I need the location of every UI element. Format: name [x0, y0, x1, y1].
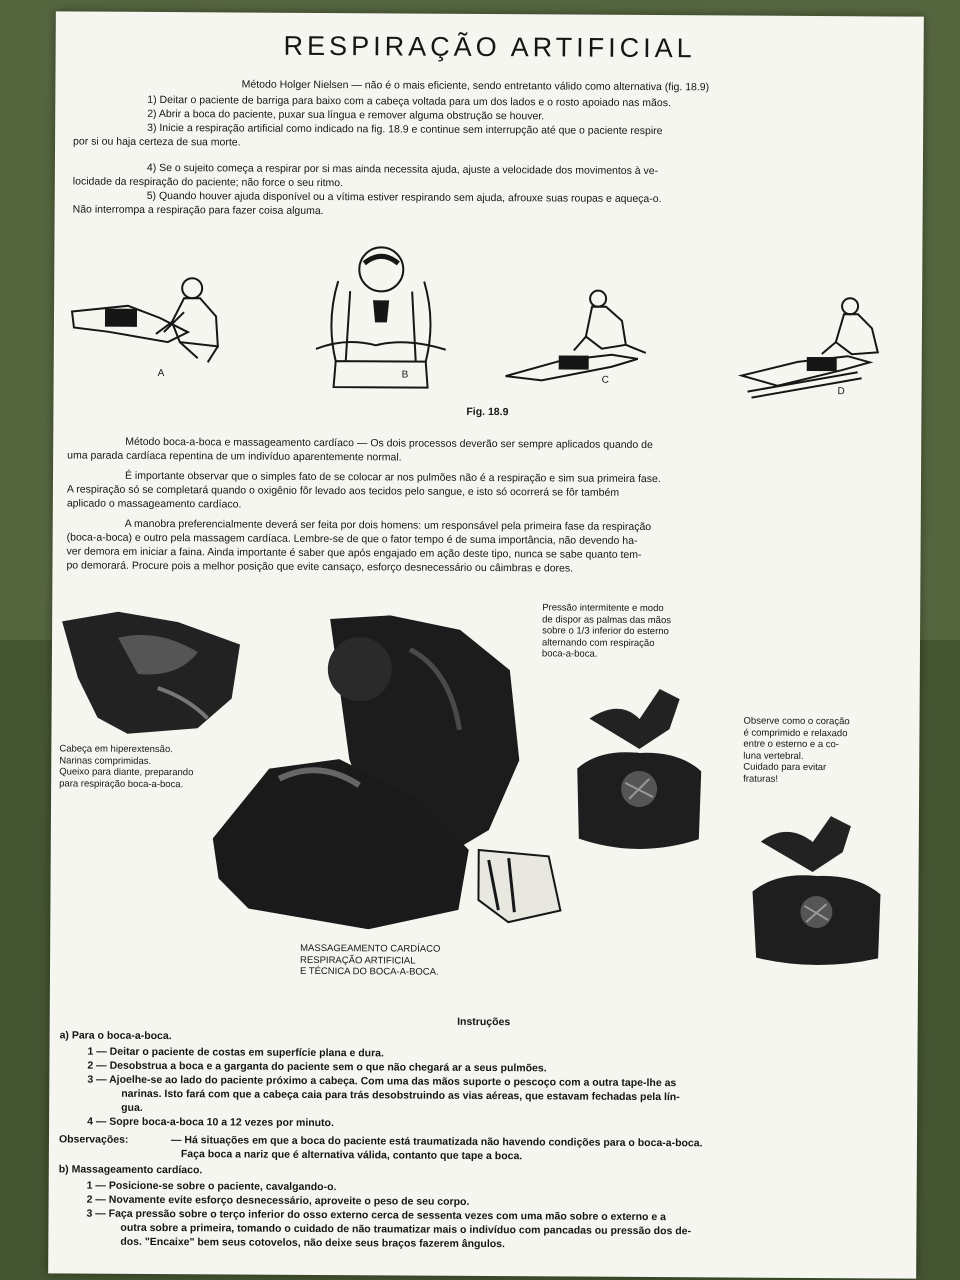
figure-label-b: B [401, 369, 409, 381]
instructions-b-1: 1 — Posicione-se sobre o paciente, cavalgando-o. [86, 1179, 337, 1194]
figure-a-illustration [68, 261, 229, 372]
instructions-a-4: 4 — Sopre boca-a-boca 10 a 12 vezes por minuto. [87, 1115, 334, 1130]
nielsen-step-3-cont: por si ou haja certeza de sua morte. [73, 135, 241, 149]
observations-text: — Há situações em que a boca do paciente está traumatizada não havendo condições para o boca-a-boca. [170, 1134, 703, 1150]
instructions-b-2: 2 — Novamente evite esforço desnecessário, aproveite o peso de seu corpo. [86, 1193, 470, 1208]
nielsen-step-5: 5) Quando houver ajuda disponível ou a vítima estiver respirando sem ajuda, afrouxe suas roupas e aqueça-o. [146, 189, 662, 206]
figure-label-d: D [837, 386, 845, 398]
boca-paragraph-1-cont: uma parada cardíaca repentina de um indivíduo aparentemente normal. [67, 449, 402, 464]
cpr-main-photo [208, 608, 570, 940]
boca-paragraph-3-cont: (boca-a-boca) e outro pela massagem cardíaca. Lembre-se de que o fator tempo é de suma importância, não devendo ha- [66, 531, 638, 547]
instructions-b-3: 3 — Faça pressão sobre o terço inferior do osso externo cerca de sessenta vezes com uma mão sobre o externo e a [86, 1207, 667, 1224]
instructions-a-3: 3 — Ajoelhe-se ao lado do paciente próximo a cabeça. Com uma das mãos suporte o pescoço com a outra tape-lhe as [87, 1073, 677, 1090]
boca-paragraph-1: Método boca-a-boca e massageamento cardíaco — Os dois processos deverão ser sempre aplicados quando de [125, 435, 653, 452]
chest-compression-photo-2 [746, 812, 887, 973]
instructions-a-2: 2 — Desobstrua a boca e a garganta do paciente sem o que não chegará ar a seus pulmões. [87, 1059, 547, 1075]
poster-sheet [48, 11, 924, 1278]
page-title: RESPIRAÇÃO ARTIFICIAL [283, 30, 696, 64]
instructions-a-3-cont: narinas. Isto fará com que a cabeça caia para trás desobstruindo as vias aéreas, que estavam fechadas pela lín- [121, 1087, 680, 1104]
head-caption: Cabeça em hiperextensão. Narinas comprimidas. Queixo para diante, preparando para respiração boca-a-boca. [59, 743, 194, 790]
observations-text-cont: Faça boca a nariz que é alternativa válida, contanto que tape a boca. [180, 1148, 523, 1163]
chest-compression-photo-1 [569, 679, 710, 860]
boca-paragraph-3-end: po demorará. Procure pois a melhor posição que evite cansaço, esforço desnecessário ou câimbras e dores. [66, 559, 574, 575]
pressure-caption: Pressão intermitente e modo de dispor as palmas das mãos sobre o 1/3 inferior do esterno alternando com respiração boca-a-boca. [541, 602, 672, 660]
nielsen-step-4-cont: locidade da respiração do paciente; não force o seu ritmo. [72, 175, 344, 190]
nielsen-step-5-cont: Não interrompa a respiração para fazer coisa alguma. [72, 203, 324, 217]
figure-c-illustration [502, 276, 663, 387]
instructions-b-title: b) Massageamento cardíaco. [58, 1163, 203, 1177]
figure-b-illustration [316, 241, 447, 392]
figure-label-a: A [157, 367, 165, 380]
boca-paragraph-2: É importante observar que o simples fato de se colocar ar nos pulmões não é a respiração e sim sua primeira fase. [124, 469, 661, 486]
nielsen-intro: Método Holger Nielsen — não é o mais eficiente, sendo entretanto válido como alternativa (fig. 18.9) [241, 78, 710, 94]
nielsen-step-2: 2) Abrir a boca do paciente, puxar sua língua e remover alguma obstrução se houver. [147, 107, 545, 123]
boca-paragraph-2-cont: A respiração só se completará quando o oxigênio fôr levado aos tecidos pelo sangue, e isto só ocorrerá se fôr também [66, 483, 620, 499]
figure-d-illustration [737, 292, 898, 403]
heart-caption: Observe como o coração é comprimido e relaxado entre o esterno e a co- luna vertebral. Cuidado para evitar fraturas! [743, 715, 850, 785]
boca-paragraph-3-cont2: ver demora em iniciar a faina. Ainda importante é saber que após engajado em ação deste tipo, nunca se sabe quanto tem- [66, 545, 642, 561]
nielsen-step-1: 1) Deitar o paciente de barriga para baixo com a cabeça voltada para um dos lados e o rosto apoiado nas mãos. [147, 93, 671, 110]
main-photo-caption: MASSAGEAMENTO CARDÍACO RESPIRAÇÃO ARTIFICIAL E TÉCNICA DO BOCA-A-BOCA. [299, 942, 441, 978]
observations-label: Observações: [58, 1133, 129, 1146]
boca-paragraph-3: A manobra preferencialmente deverá ser feita por dois homens: um responsável pela primeira fase da respiração [124, 517, 652, 534]
instructions-heading: Instruções [457, 1015, 511, 1029]
instructions-b-3-cont: outra sobre a primeira, tomando o cuidado de não traumatizar mais o indivíduo com pancadas ou pressão dos de- [120, 1221, 692, 1238]
instructions-a-title: a) Para o boca-a-boca. [59, 1029, 172, 1043]
instructions-b-3-end: dos. "Encaixe" bem seus cotovelos, não deixe seus braços fazerem ângulos. [120, 1235, 505, 1251]
instructions-a-3-end: gua. [121, 1101, 143, 1114]
figure-label-c: C [601, 374, 609, 386]
boca-paragraph-2-end: aplicado o massageamento cardíaco. [66, 497, 242, 511]
figure-caption: Fig. 18.9 [466, 405, 509, 419]
nielsen-step-4: 4) Se o sujeito começa a respirar por si mas ainda necessita ajuda, ajuste a velocidade dos movimentos à ve- [146, 161, 659, 178]
nielsen-step-3: 3) Inicie a respiração artificial como indicado na fig. 18.9 e continue sem interrupção até que o paciente respire [147, 121, 663, 138]
instructions-a-1: 1 — Deitar o paciente de costas em superfície plana e dura. [87, 1045, 384, 1060]
